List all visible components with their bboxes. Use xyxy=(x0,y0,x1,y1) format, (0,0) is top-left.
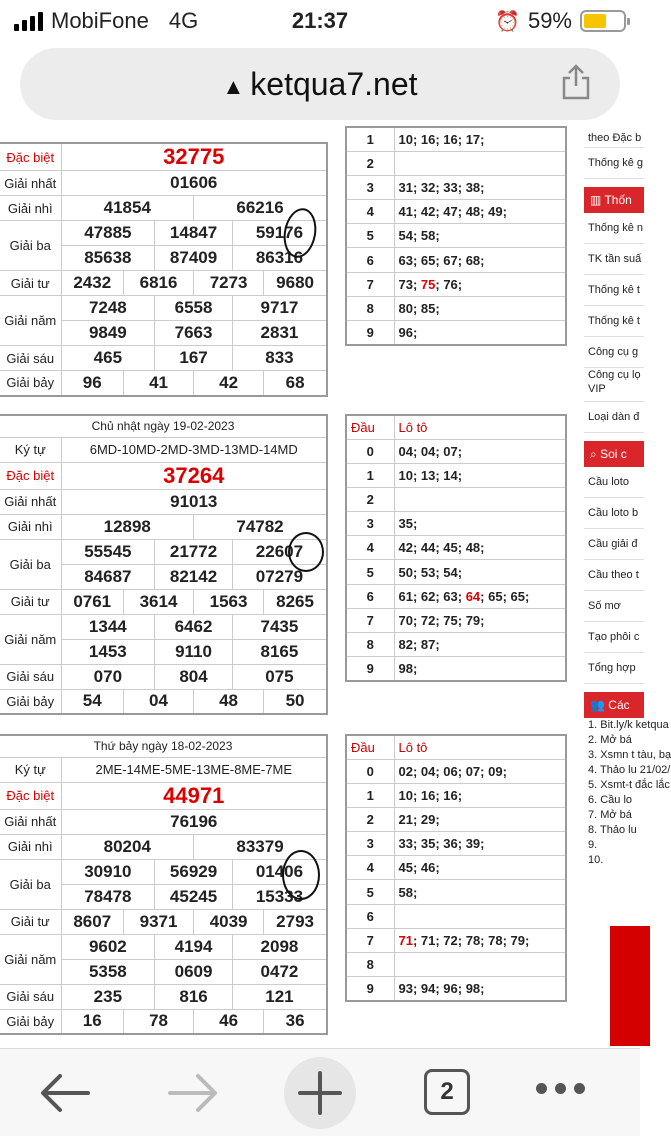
label-g7: Giải bảy xyxy=(0,371,61,396)
prize-value: 48 xyxy=(194,689,264,714)
status-right xyxy=(495,8,626,34)
prize-value: 01406 xyxy=(232,859,327,884)
label-ky-tu: Ký tự xyxy=(0,437,61,462)
special-prize: 32775 xyxy=(61,143,327,171)
sidebar-link[interactable]: Loại dàn đ xyxy=(584,402,644,433)
page-content xyxy=(0,128,671,1048)
prize-value: 42 xyxy=(194,371,264,396)
prize-value: 6816 xyxy=(123,271,193,296)
sidebar-link[interactable]: Cầu loto xyxy=(584,467,644,498)
loto-head: 1 xyxy=(346,783,394,807)
loto-values: 33; 35; 36; 39; xyxy=(394,832,566,856)
prize-value: 21772 xyxy=(155,539,233,564)
loto-values: 41; 42; 47; 48; 49; xyxy=(394,200,566,224)
prize-value: 50 xyxy=(264,689,327,714)
chart-icon: ▥ xyxy=(590,193,605,207)
sidebar-link[interactable]: Cầu theo t xyxy=(584,560,644,591)
prize-value: 6462 xyxy=(155,614,233,639)
label-g2: Giải nhì xyxy=(0,514,61,539)
users-icon: 👥 xyxy=(590,698,609,712)
prize-value: 84687 xyxy=(61,564,155,589)
status-bar xyxy=(0,0,640,40)
prize-value: 14847 xyxy=(155,221,233,246)
prize-value: 46 xyxy=(194,1009,264,1034)
prize-value: 9680 xyxy=(264,271,327,296)
loto-head: 3 xyxy=(346,512,394,536)
loto-values: 63; 65; 67; 68; xyxy=(394,248,566,272)
share-icon[interactable] xyxy=(560,64,592,100)
loto-values xyxy=(394,904,566,928)
prize-value: 96 xyxy=(61,371,123,396)
prize-value: 465 xyxy=(61,346,155,371)
loto-values xyxy=(394,272,566,296)
prize-value: 30910 xyxy=(61,859,155,884)
sidebar-link[interactable]: Cầu loto b xyxy=(584,498,644,529)
label-g1: Giải nhất xyxy=(0,809,61,834)
label-db: Đặc biệt xyxy=(0,462,61,489)
loto-head: 0 xyxy=(346,439,394,463)
loto-head: 7 xyxy=(346,928,394,952)
prize-value: 07279 xyxy=(232,564,327,589)
url-display[interactable] xyxy=(20,66,620,103)
loto-values: 21; 29; xyxy=(394,807,566,831)
search-icon: ⌕ xyxy=(590,447,601,461)
prize-value: 7273 xyxy=(194,271,264,296)
draw-date-header: Chủ nhật ngày 19-02-2023 xyxy=(0,415,327,437)
loto-values: 98; xyxy=(394,657,566,681)
loto-head: 7 xyxy=(346,272,394,296)
loto-head: 1 xyxy=(346,463,394,487)
label-g6: Giải sáu xyxy=(0,984,61,1009)
prize-value: 833 xyxy=(232,346,327,371)
prize-value: 9602 xyxy=(61,934,155,959)
prize-value: 9849 xyxy=(61,321,155,346)
prize-value: 59176 xyxy=(232,221,327,246)
prize-value: 45245 xyxy=(155,884,233,909)
loto-part: ; 71; 72; 78; 78; 79; xyxy=(412,932,530,948)
loto-values xyxy=(394,487,566,511)
result-table xyxy=(0,734,328,1035)
loto-col-loto: Lô tô xyxy=(394,735,566,759)
special-prize: 37264 xyxy=(61,462,327,489)
loto-part: 73; xyxy=(398,276,421,292)
label-g4: Giải tư xyxy=(0,589,61,614)
label-g6: Giải sáu xyxy=(0,664,61,689)
prize-value: 85638 xyxy=(61,246,155,271)
loto-col-dau: Đầu xyxy=(346,735,394,759)
loto-values: 04; 04; 07; xyxy=(394,439,566,463)
loto-head: 3 xyxy=(346,175,394,199)
loto-head: 6 xyxy=(346,904,394,928)
loto-head: 5 xyxy=(346,880,394,904)
loto-head: 5 xyxy=(346,560,394,584)
loto-values: 02; 04; 06; 07; 09; xyxy=(394,759,566,783)
more-menu-icon[interactable] xyxy=(536,1083,585,1094)
hand-drawn-circle xyxy=(288,532,324,572)
prize-value: 7663 xyxy=(155,321,233,346)
sidebar-list xyxy=(584,718,671,868)
prize-value: 816 xyxy=(155,984,233,1009)
loto-head: 5 xyxy=(346,224,394,248)
prize-value: 86316 xyxy=(232,246,327,271)
sidebar-link[interactable]: Thống kê t xyxy=(584,275,644,306)
prize-value: 4039 xyxy=(194,909,264,934)
label-g1: Giải nhất xyxy=(0,171,61,196)
label-g3: Giải ba xyxy=(0,221,61,271)
loto-part: 61; 62; 63; xyxy=(398,588,466,604)
loto-values: 70; 72; 75; 79; xyxy=(394,608,566,632)
loto-values: 42; 44; 45; 48; xyxy=(394,536,566,560)
loto-values: 96; xyxy=(394,321,566,345)
label-g1: Giải nhất xyxy=(0,489,61,514)
prize-value: 83379 xyxy=(194,834,327,859)
prize-value: 74782 xyxy=(194,514,327,539)
loto-values: 54; 58; xyxy=(394,224,566,248)
sidebar-heading-text: Thốn xyxy=(604,193,632,207)
prize-value: 0609 xyxy=(155,959,233,984)
prize-value: 8165 xyxy=(232,639,327,664)
label-g4: Giải tư xyxy=(0,271,61,296)
sidebar-link[interactable]: Tạo phôi c xyxy=(584,622,644,653)
loto-head: 6 xyxy=(346,248,394,272)
label-g2: Giải nhì xyxy=(0,196,61,221)
ky-tu-value: 2ME-14ME-5ME-13ME-8ME-7ME xyxy=(61,757,327,782)
network-type: 4G xyxy=(168,8,199,33)
result-table xyxy=(0,142,328,397)
prize-value: 87409 xyxy=(155,246,233,271)
label-g3: Giải ba xyxy=(0,539,61,589)
plus-icon xyxy=(284,1057,356,1129)
prize-value: 070 xyxy=(61,664,155,689)
alarm-icon: ⏰ xyxy=(495,10,520,33)
prize-value: 167 xyxy=(155,346,233,371)
sidebar-link[interactable]: Tổng hợp xyxy=(584,653,644,684)
prize-value: 47885 xyxy=(61,221,155,246)
label-db: Đặc biệt xyxy=(0,143,61,171)
label-g7: Giải bảy xyxy=(0,689,61,714)
url-text: ketqua7.net xyxy=(250,66,418,102)
new-tab-button[interactable] xyxy=(284,1057,356,1129)
sidebar-link[interactable]: TK tần suấ xyxy=(584,244,644,275)
prize-value: 1563 xyxy=(194,589,264,614)
prize-value: 66216 xyxy=(194,196,327,221)
prize-value: 6558 xyxy=(155,296,233,321)
loto-values: 10; 16; 16; 17; xyxy=(394,127,566,151)
sidebar-heading-text: Các xyxy=(608,698,630,712)
hand-drawn-circle xyxy=(282,850,320,900)
loto-highlight: 71 xyxy=(398,932,413,948)
special-prize: 44971 xyxy=(61,782,327,809)
label-g2: Giải nhì xyxy=(0,834,61,859)
label-g6: Giải sáu xyxy=(0,346,61,371)
sidebar-link[interactable]: theo Đặc b xyxy=(584,128,644,148)
list-item[interactable]: 5. Xsmt-t đắc lắc xyxy=(588,779,670,791)
loto-col-dau: Đầu xyxy=(346,415,394,439)
prize-value: 80204 xyxy=(61,834,194,859)
loto-values: 82; 87; xyxy=(394,633,566,657)
address-bar[interactable] xyxy=(20,48,620,120)
loto-values: 10; 16; 16; xyxy=(394,783,566,807)
loto-part: ; 76; xyxy=(435,276,463,292)
loto-table xyxy=(345,126,567,346)
prize-value: 0472 xyxy=(232,959,327,984)
prize-value: 2432 xyxy=(61,271,123,296)
prize-value: 41 xyxy=(123,371,193,396)
loto-head: 3 xyxy=(346,832,394,856)
forward-arrow-icon[interactable] xyxy=(166,1071,220,1115)
loto-part: ; 65; 65; xyxy=(480,588,530,604)
result-table xyxy=(0,414,328,715)
prize-value: 91013 xyxy=(61,489,327,514)
list-item[interactable]: 1. Bit.ly/k ketqua xyxy=(588,719,669,731)
loto-head: 8 xyxy=(346,296,394,320)
sidebar xyxy=(584,128,671,868)
prize-value: 235 xyxy=(61,984,155,1009)
carrier-name: MobiFone xyxy=(51,8,149,33)
loto-values: 50; 53; 54; xyxy=(394,560,566,584)
list-item[interactable]: 7. Mở bá xyxy=(588,809,632,821)
prize-value: 2793 xyxy=(264,909,327,934)
loto-head: 9 xyxy=(346,657,394,681)
prize-value: 3614 xyxy=(123,589,193,614)
prize-value: 8265 xyxy=(264,589,327,614)
prize-value: 55545 xyxy=(61,539,155,564)
loto-values xyxy=(394,151,566,175)
prize-value: 78478 xyxy=(61,884,155,909)
loto-values: 35; xyxy=(394,512,566,536)
sidebar-link[interactable]: Thống kê n xyxy=(584,213,644,244)
prize-value: 121 xyxy=(232,984,327,1009)
prize-value: 16 xyxy=(61,1009,123,1034)
loto-head: 0 xyxy=(346,759,394,783)
label-g5: Giải năm xyxy=(0,934,61,984)
prize-value: 1344 xyxy=(61,614,155,639)
loto-head: 8 xyxy=(346,633,394,657)
back-arrow-icon[interactable] xyxy=(38,1071,92,1115)
prize-value: 76196 xyxy=(61,809,327,834)
list-item[interactable]: 6. Cầu lo xyxy=(588,794,633,806)
loto-head: 6 xyxy=(346,584,394,608)
loto-head: 9 xyxy=(346,321,394,345)
prize-value: 9371 xyxy=(123,909,193,934)
prize-value: 5358 xyxy=(61,959,155,984)
ad-banner[interactable] xyxy=(610,926,650,1046)
prize-value: 22607 xyxy=(232,539,327,564)
prize-value: 804 xyxy=(155,664,233,689)
prize-value: 4194 xyxy=(155,934,233,959)
list-item[interactable]: 2. Mở bá xyxy=(588,734,632,746)
prize-value: 04 xyxy=(123,689,193,714)
loto-head: 2 xyxy=(346,151,394,175)
list-item[interactable]: 8. Thảo lu xyxy=(588,824,637,836)
sidebar-heading-text: Soi c xyxy=(600,447,627,461)
loto-head: 4 xyxy=(346,856,394,880)
loto-head: 7 xyxy=(346,608,394,632)
prize-value: 9110 xyxy=(155,639,233,664)
sidebar-heading-soi-cau xyxy=(584,441,644,467)
sidebar-link[interactable]: Số mơ xyxy=(584,591,644,622)
loto-head: 1 xyxy=(346,127,394,151)
sidebar-link[interactable]: Công cụ lọ VIP xyxy=(584,368,644,402)
ky-tu-value: 6MD-10MD-2MD-3MD-13MD-14MD xyxy=(61,437,327,462)
label-g5: Giải năm xyxy=(0,296,61,346)
label-ky-tu: Ký tự xyxy=(0,757,61,782)
battery-percent: 59% xyxy=(527,8,572,33)
prize-value: 56929 xyxy=(155,859,233,884)
label-g5: Giải năm xyxy=(0,614,61,664)
loto-table xyxy=(345,734,567,1002)
prize-value: 12898 xyxy=(61,514,194,539)
loto-values xyxy=(394,584,566,608)
sidebar-heading-cac xyxy=(584,692,644,718)
label-g7: Giải bảy xyxy=(0,1009,61,1034)
prize-value: 2831 xyxy=(232,321,327,346)
sidebar-link[interactable]: Công cụ g xyxy=(584,337,644,368)
label-g3: Giải ba xyxy=(0,859,61,909)
loto-head: 4 xyxy=(346,200,394,224)
prize-value: 41854 xyxy=(61,196,194,221)
list-item[interactable]: 9. xyxy=(588,839,598,851)
loto-values: 58; xyxy=(394,880,566,904)
prize-value: 36 xyxy=(264,1009,327,1034)
prize-value: 82142 xyxy=(155,564,233,589)
loto-values: 93; 94; 96; 98; xyxy=(394,977,566,1001)
prize-value: 15333 xyxy=(232,884,327,909)
label-g4: Giải tư xyxy=(0,909,61,934)
loto-values: 10; 13; 14; xyxy=(394,463,566,487)
prize-value: 7435 xyxy=(232,614,327,639)
prize-value: 2098 xyxy=(232,934,327,959)
prize-value: 68 xyxy=(264,371,327,396)
warning-icon: ▲ xyxy=(222,73,245,99)
prize-value: 78 xyxy=(123,1009,193,1034)
loto-head: 9 xyxy=(346,977,394,1001)
prize-value: 1453 xyxy=(61,639,155,664)
prize-value: 9717 xyxy=(232,296,327,321)
list-item[interactable]: 4. Thảo lu 21/02/ xyxy=(588,764,671,776)
loto-head: 2 xyxy=(346,487,394,511)
label-db: Đặc biệt xyxy=(0,782,61,809)
prize-value: 7248 xyxy=(61,296,155,321)
loto-table xyxy=(345,414,567,682)
loto-col-loto: Lô tô xyxy=(394,415,566,439)
loto-highlight: 64 xyxy=(465,588,481,604)
prize-value: 54 xyxy=(61,689,123,714)
loto-head: 2 xyxy=(346,807,394,831)
browser-toolbar xyxy=(0,1048,640,1136)
loto-head: 4 xyxy=(346,536,394,560)
loto-values: 31; 32; 33; 38; xyxy=(394,175,566,199)
loto-highlight: 75 xyxy=(420,276,436,292)
prize-value: 01606 xyxy=(61,171,327,196)
tabs-button[interactable]: 2 xyxy=(424,1069,470,1115)
loto-values: 80; 85; xyxy=(394,296,566,320)
sidebar-link[interactable]: Thống kê t xyxy=(584,306,644,337)
prize-value: 075 xyxy=(232,664,327,689)
loto-values: 45; 46; xyxy=(394,856,566,880)
clock: 21:37 xyxy=(291,8,349,33)
sidebar-link[interactable]: Cầu giải đ xyxy=(584,529,644,560)
draw-date-header: Thứ bảy ngày 18-02-2023 xyxy=(0,735,327,757)
list-item[interactable]: 3. Xsmn t tàu, bạ xyxy=(588,749,671,761)
prize-value: 0761 xyxy=(61,589,123,614)
list-item[interactable]: 10. xyxy=(588,854,604,866)
loto-values xyxy=(394,928,566,952)
prize-value: 8607 xyxy=(61,909,123,934)
sidebar-heading-thong-ke xyxy=(584,187,644,213)
battery-icon xyxy=(580,10,626,32)
loto-values xyxy=(394,953,566,977)
loto-head: 8 xyxy=(346,953,394,977)
sidebar-link[interactable]: Thống kê g xyxy=(584,148,644,179)
